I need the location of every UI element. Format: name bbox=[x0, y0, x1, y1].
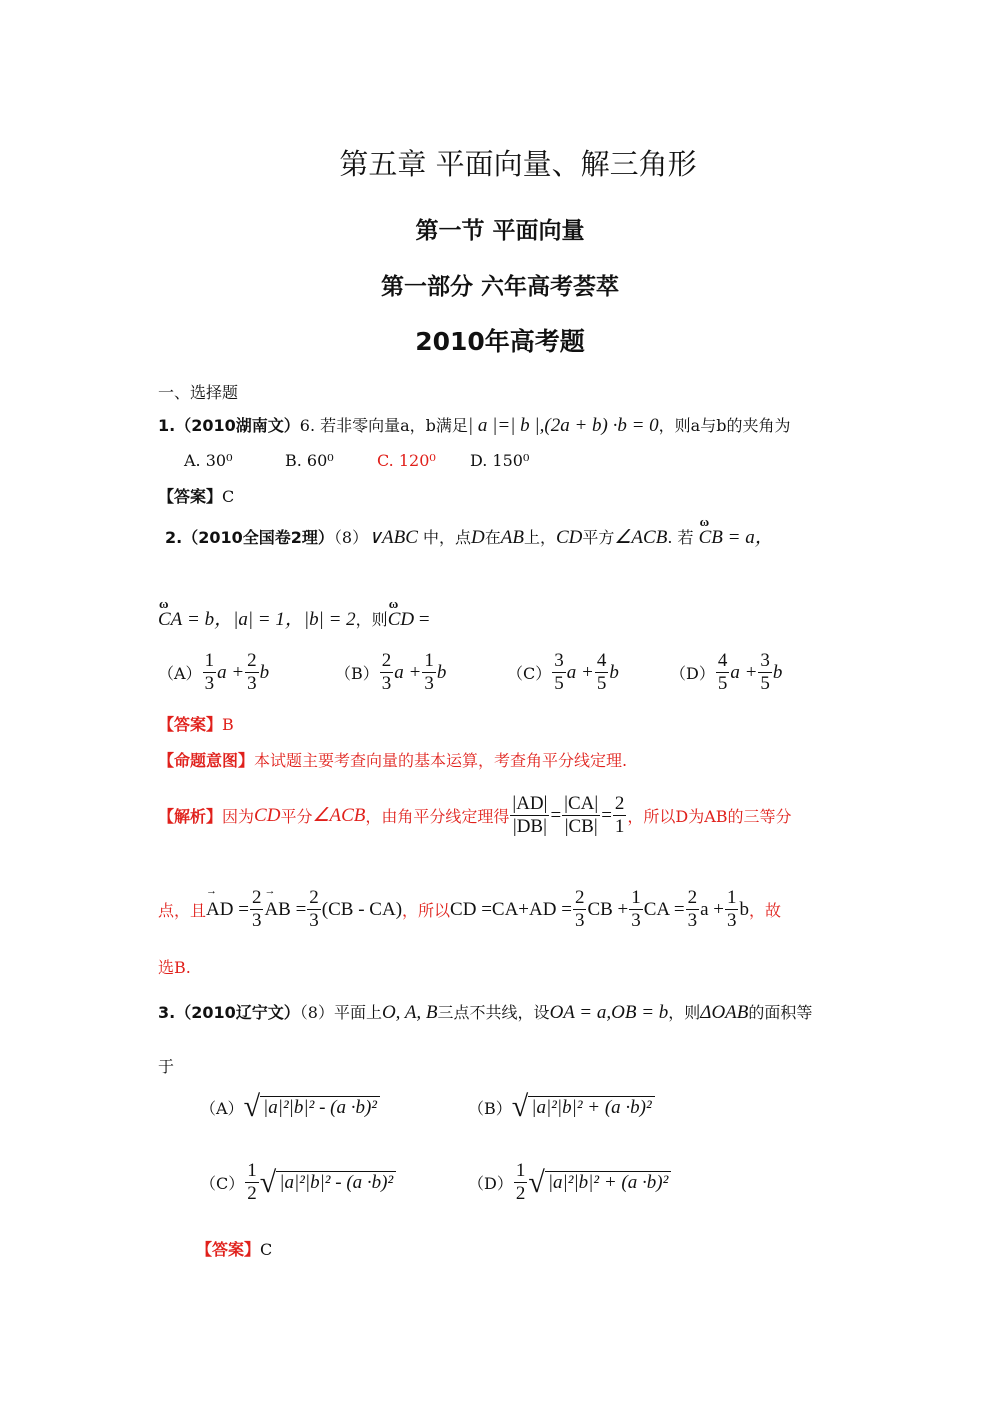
sqrt-expression: √ |a|²|b|² - (a ·b)² bbox=[244, 1092, 380, 1122]
q3-option-d: （D） $\frac{1}{2}$ √ |a|²|b|² + (a ·b)² bbox=[468, 1160, 671, 1205]
fraction: $\frac{2}{3}$ bbox=[251, 887, 262, 931]
q2-intent-text: 本试题主要考查向量的基本运算，考查角平分线定理. bbox=[254, 751, 628, 770]
fraction: $\frac{1}{2}$ bbox=[515, 1160, 526, 1204]
fraction: $\frac{|CA|}{|CB|}$ bbox=[564, 793, 599, 837]
q3-answer-label: 【答案】 bbox=[196, 1240, 261, 1259]
q3-number: 3. bbox=[158, 1003, 176, 1022]
q2-triangle: ∨ABC bbox=[368, 527, 418, 548]
q2-option-label: （C） bbox=[507, 664, 552, 683]
fraction: $\frac{1}{3}$ bbox=[424, 650, 434, 694]
q2-source: （2010全国卷2理） bbox=[182, 528, 334, 547]
q2-vec-cb: ω CB bbox=[699, 527, 723, 549]
chapter-title: 第五章 平面向量、解三角形 bbox=[339, 147, 697, 181]
q3-defs: OA = a,OB = b bbox=[549, 1002, 669, 1023]
part-title: 第一部分 六年高考荟萃 bbox=[380, 274, 619, 300]
q2-stem-line2 bbox=[158, 604, 430, 631]
q3-triangle: ΔOAB bbox=[700, 1002, 749, 1023]
q2-stem-4: 上， bbox=[523, 528, 556, 547]
question-3: 3.（2010辽宁文）（8）平面上O, A, B三点不共线，设OA = a,OB = b，则ΔOAB的面积等 bbox=[158, 1002, 813, 1023]
q2-option-d: （D） $\frac{4}{5}$ a + $\frac{3}{5}$ b bbox=[670, 650, 783, 694]
q2-analysis-label: 【解析】 bbox=[158, 807, 223, 826]
q2-option-c: （C） $\frac{3}{5}$ a + $\frac{4}{5}$ b bbox=[507, 650, 619, 694]
fraction: $\frac{2}{3}$ bbox=[381, 650, 392, 694]
section-title: 第一节 平面向量 bbox=[415, 218, 585, 244]
fraction: $\frac{|AD|}{|DB|}$ bbox=[512, 793, 548, 837]
q1-formula: | a |=| b |,(2a + b) ·b = 0 bbox=[467, 415, 659, 436]
q1-option-c: C. 120⁰ bbox=[377, 451, 436, 470]
fraction: $\frac{1}{2}$ bbox=[247, 1160, 257, 1204]
fraction: $\frac{2}{1}$ bbox=[614, 793, 625, 837]
fraction: $\frac{3}{5}$ bbox=[554, 650, 564, 694]
fraction: $\frac{2}{3}$ bbox=[687, 887, 698, 931]
q2-number: 2. bbox=[165, 528, 183, 547]
q2-vec-cd: ω CD bbox=[388, 609, 414, 631]
q2-intent-label: 【命题意图】 bbox=[158, 751, 255, 770]
q1-stem-pre: 6. 若非零向量a，b满足 bbox=[299, 416, 468, 435]
q2-eq-a: = a， bbox=[722, 527, 774, 548]
q2-intent bbox=[158, 748, 627, 771]
q2-stem-3: 在 bbox=[484, 528, 501, 547]
q1-source: （2010湖南文） bbox=[175, 416, 300, 435]
q2-answer-value: B bbox=[222, 715, 234, 734]
q2-norm-a: |a| = 1， bbox=[233, 609, 304, 630]
q2-option-label: （B） bbox=[335, 664, 379, 683]
q3-source: （2010辽宁文） bbox=[175, 1003, 300, 1022]
q2-then: ，则 bbox=[355, 610, 388, 629]
q2-answer-label: 【答案】 bbox=[158, 715, 223, 734]
fraction: $\frac{4}{5}$ bbox=[596, 650, 607, 694]
q2-stem-6: . 若 bbox=[667, 528, 694, 547]
q1-answer-label: 【答案】 bbox=[158, 487, 223, 506]
sqrt-expression: √ |a|²|b|² - (a ·b)² bbox=[260, 1168, 396, 1198]
fraction: $\frac{3}{5}$ bbox=[760, 650, 770, 694]
q3-option-b: （B） √ |a|²|b|² + (a ·b)² bbox=[468, 1092, 655, 1122]
q2-seg-ab: AB bbox=[500, 527, 524, 548]
q2-stem-1: （8） bbox=[333, 528, 369, 547]
q2-analysis-line1: 【解析】 因为 CD 平分 ∠ACB ，由角平分线定理得 $\frac{|AD|}{|DB|}$ = $\frac{|CA|}{|CB|}$ = $\frac{2}{1}$ ，所以D为AB的三等分 bbox=[158, 793, 792, 837]
sqrt-expression: √ |a|²|b|² + (a ·b)² bbox=[512, 1092, 655, 1122]
fraction: $\frac{1}{3}$ bbox=[204, 650, 215, 694]
q2-analysis-line2: 点，且 → AD = $\frac{2}{3}$ → AB = $\frac{2}{3}$ (CB - CA) ，所以 CD =CA+AD = $\frac{2}{3}$ CB + $\frac{1}{3}$ CA = $\frac{2}{3}$ a + $\frac{1}{3}$ b ，故 bbox=[158, 887, 781, 932]
q1-option-d: D. 150⁰ bbox=[470, 451, 530, 470]
fraction: $\frac{1}{3}$ bbox=[726, 887, 737, 931]
q2-norm-b: |b| = 2 bbox=[303, 609, 356, 630]
fraction: $\frac{1}{3}$ bbox=[631, 887, 641, 931]
q2-option-label: （D） bbox=[670, 664, 715, 683]
q1-option-b: B. 60⁰ bbox=[285, 451, 334, 470]
q2-point-d: D bbox=[470, 527, 485, 548]
year-title: 2010年高考题 bbox=[415, 327, 585, 356]
q2-eq: = bbox=[414, 609, 430, 630]
section-heading: 一、选择题 bbox=[158, 383, 239, 402]
fraction: $\frac{2}{3}$ bbox=[309, 887, 319, 931]
q1-answer bbox=[158, 484, 234, 507]
fraction: $\frac{2}{3}$ bbox=[247, 650, 257, 694]
fraction: $\frac{2}{3}$ bbox=[574, 887, 585, 931]
q3-option-c: （C） $\frac{1}{2}$ √ |a|²|b|² - (a ·b)² bbox=[200, 1160, 396, 1205]
q2-analysis-line3: 选B. bbox=[158, 958, 191, 977]
q2-stem-2: 中，点 bbox=[422, 528, 471, 547]
q2-eq-b: = b， bbox=[182, 609, 234, 630]
q2-seg-cd: CD bbox=[555, 527, 583, 548]
q3-answer-value: C bbox=[260, 1240, 273, 1259]
q2-stem-5: 平方 bbox=[582, 528, 615, 547]
q3-option-a: （A） √ |a|²|b|² - (a ·b)² bbox=[200, 1092, 380, 1122]
q1-option-a: A. 30⁰ bbox=[184, 451, 233, 470]
q2-angle: ∠ACB bbox=[614, 527, 668, 548]
q2-option-b: （B） $\frac{2}{3}$ a + $\frac{1}{3}$ b bbox=[335, 650, 447, 694]
q3-answer bbox=[196, 1237, 272, 1260]
question-1 bbox=[158, 413, 790, 437]
question-2 bbox=[165, 522, 774, 549]
q2-option-a: （A） $\frac{1}{3}$ a + $\frac{2}{3}$ b bbox=[158, 650, 270, 694]
q2-option-label: （A） bbox=[158, 664, 202, 683]
q2-answer bbox=[158, 712, 234, 735]
q1-number: 1. bbox=[158, 416, 176, 435]
q3-stem-line2: 于 bbox=[158, 1057, 175, 1076]
sqrt-expression: √ |a|²|b|² + (a ·b)² bbox=[528, 1168, 671, 1198]
q1-answer-value: C bbox=[222, 487, 235, 506]
q3-points: O, A, B bbox=[381, 1002, 438, 1023]
q1-stem-post: ，则a与b的夹角为 bbox=[658, 416, 791, 435]
fraction: $\frac{4}{5}$ bbox=[717, 650, 728, 694]
q2-vec-ca: ω CA bbox=[158, 609, 182, 631]
